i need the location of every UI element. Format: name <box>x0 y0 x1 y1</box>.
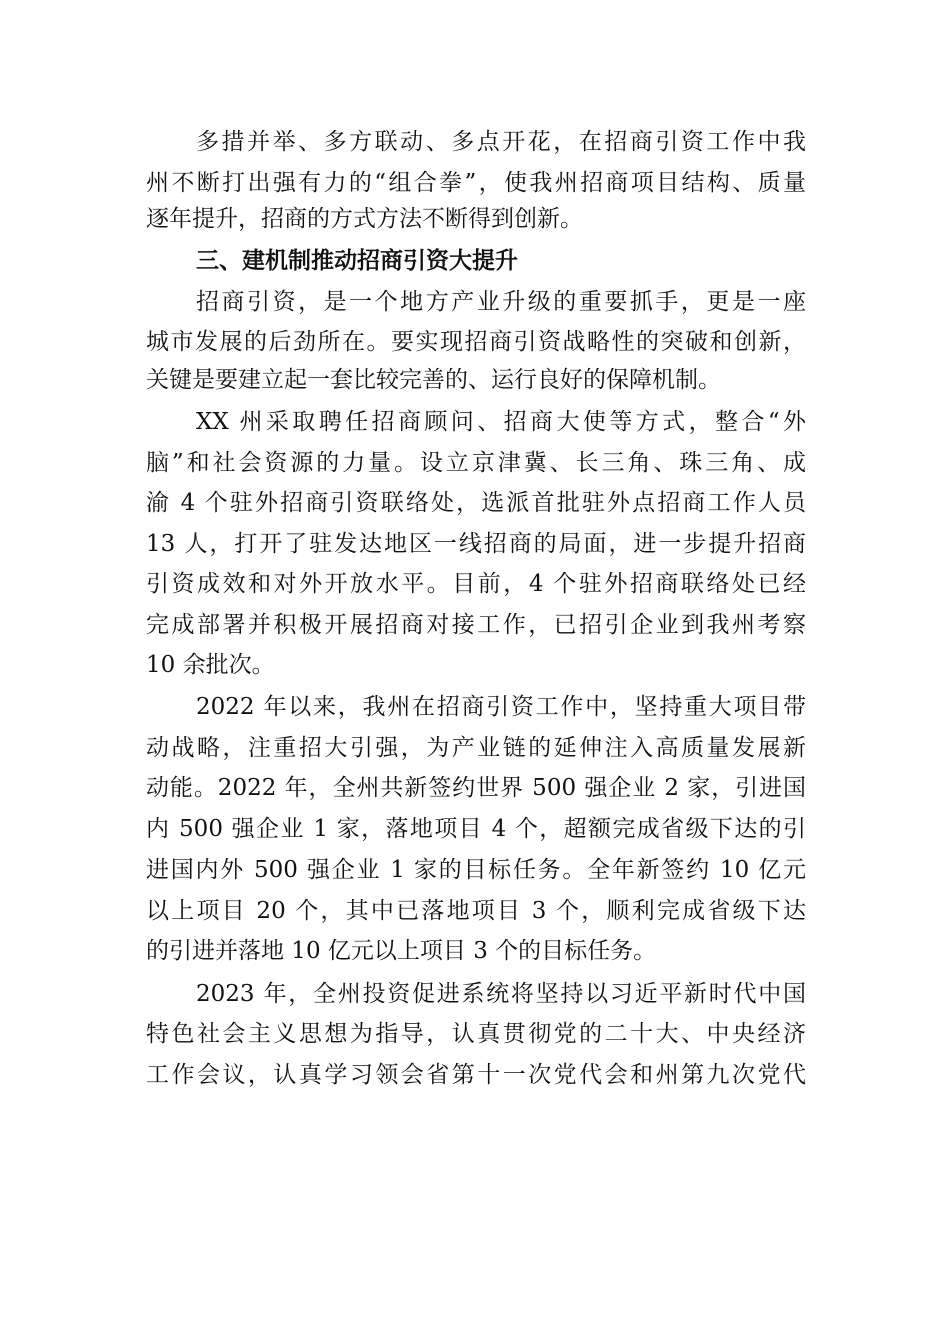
paragraph-4-line-2: 动战略，注重招大引强，为产业链的延伸注入高质量发展新 <box>146 735 806 761</box>
paragraph-4-line-1: 2022 年以来，我州在招商引资工作中，坚持重大项目带 <box>196 694 806 720</box>
paragraph-3-line-4: 13 人，打开了驻发达地区一线招商的局面，进一步提升招商 <box>146 531 806 557</box>
paragraph-3-line-5: 引资成效和对外开放水平。目前，4 个驻外招商联络处已经 <box>146 571 806 597</box>
paragraph-3-line-2: 脑”和社会资源的力量。设立京津冀、长三角、珠三角、成 <box>146 450 806 476</box>
paragraph-1-line-2: 州不断打出强有力的“组合拳”，使我州招商项目结构、质量 <box>146 170 806 196</box>
section-heading: 三、建机制推动招商引资大提升 <box>196 248 518 274</box>
paragraph-1-line-1: 多措并举、多方联动、多点开花，在招商引资工作中我 <box>196 129 806 155</box>
paragraph-3-line-7: 10 余批次。 <box>146 652 275 678</box>
paragraph-2-line-1: 招商引资，是一个地方产业升级的重要抓手，更是一座 <box>196 289 806 315</box>
paragraph-5-line-1: 2023 年，全州投资促进系统将坚持以习近平新时代中国 <box>196 981 806 1007</box>
paragraph-4-line-5: 进国内外 500 强企业 1 家的目标任务。全年新签约 10 亿元 <box>146 857 806 883</box>
paragraph-5-line-2: 特色社会主义思想为指导，认真贯彻党的二十大、中央经济 <box>146 1021 806 1047</box>
paragraph-3-line-1: XX 州采取聘任招商顾问、招商大使等方式，整合“外 <box>196 409 806 435</box>
paragraph-5-line-3: 工作会议，认真学习领会省第十一次党代会和州第九次党代 <box>146 1062 806 1088</box>
paragraph-2-line-2: 城市发展的后劲所在。要实现招商引资战略性的突破和创新， <box>146 329 806 355</box>
paragraph-2-line-3: 关键是要建立起一套比较完善的、运行良好的保障机制。 <box>146 367 721 393</box>
paragraph-1-line-3: 逐年提升，招商的方式方法不断得到创新。 <box>146 206 583 232</box>
paragraph-4-line-4: 内 500 强企业 1 家，落地项目 4 个，超额完成省级下达的引 <box>146 816 806 842</box>
paragraph-4-line-7: 的引进并落地 10 亿元以上项目 3 个的目标任务。 <box>146 938 657 964</box>
paragraph-3-line-3: 渝 4 个驻外招商引资联络处，选派首批驻外点招商工作人员 <box>146 490 806 516</box>
paragraph-4-line-6: 以上项目 20 个，其中已落地项目 3 个，顺利完成省级下达 <box>146 898 806 924</box>
paragraph-4-line-3: 动能。2022 年，全州共新签约世界 500 强企业 2 家，引进国 <box>146 775 806 801</box>
paragraph-3-line-6: 完成部署并积极开展招商对接工作，已招引企业到我州考察 <box>146 612 806 638</box>
